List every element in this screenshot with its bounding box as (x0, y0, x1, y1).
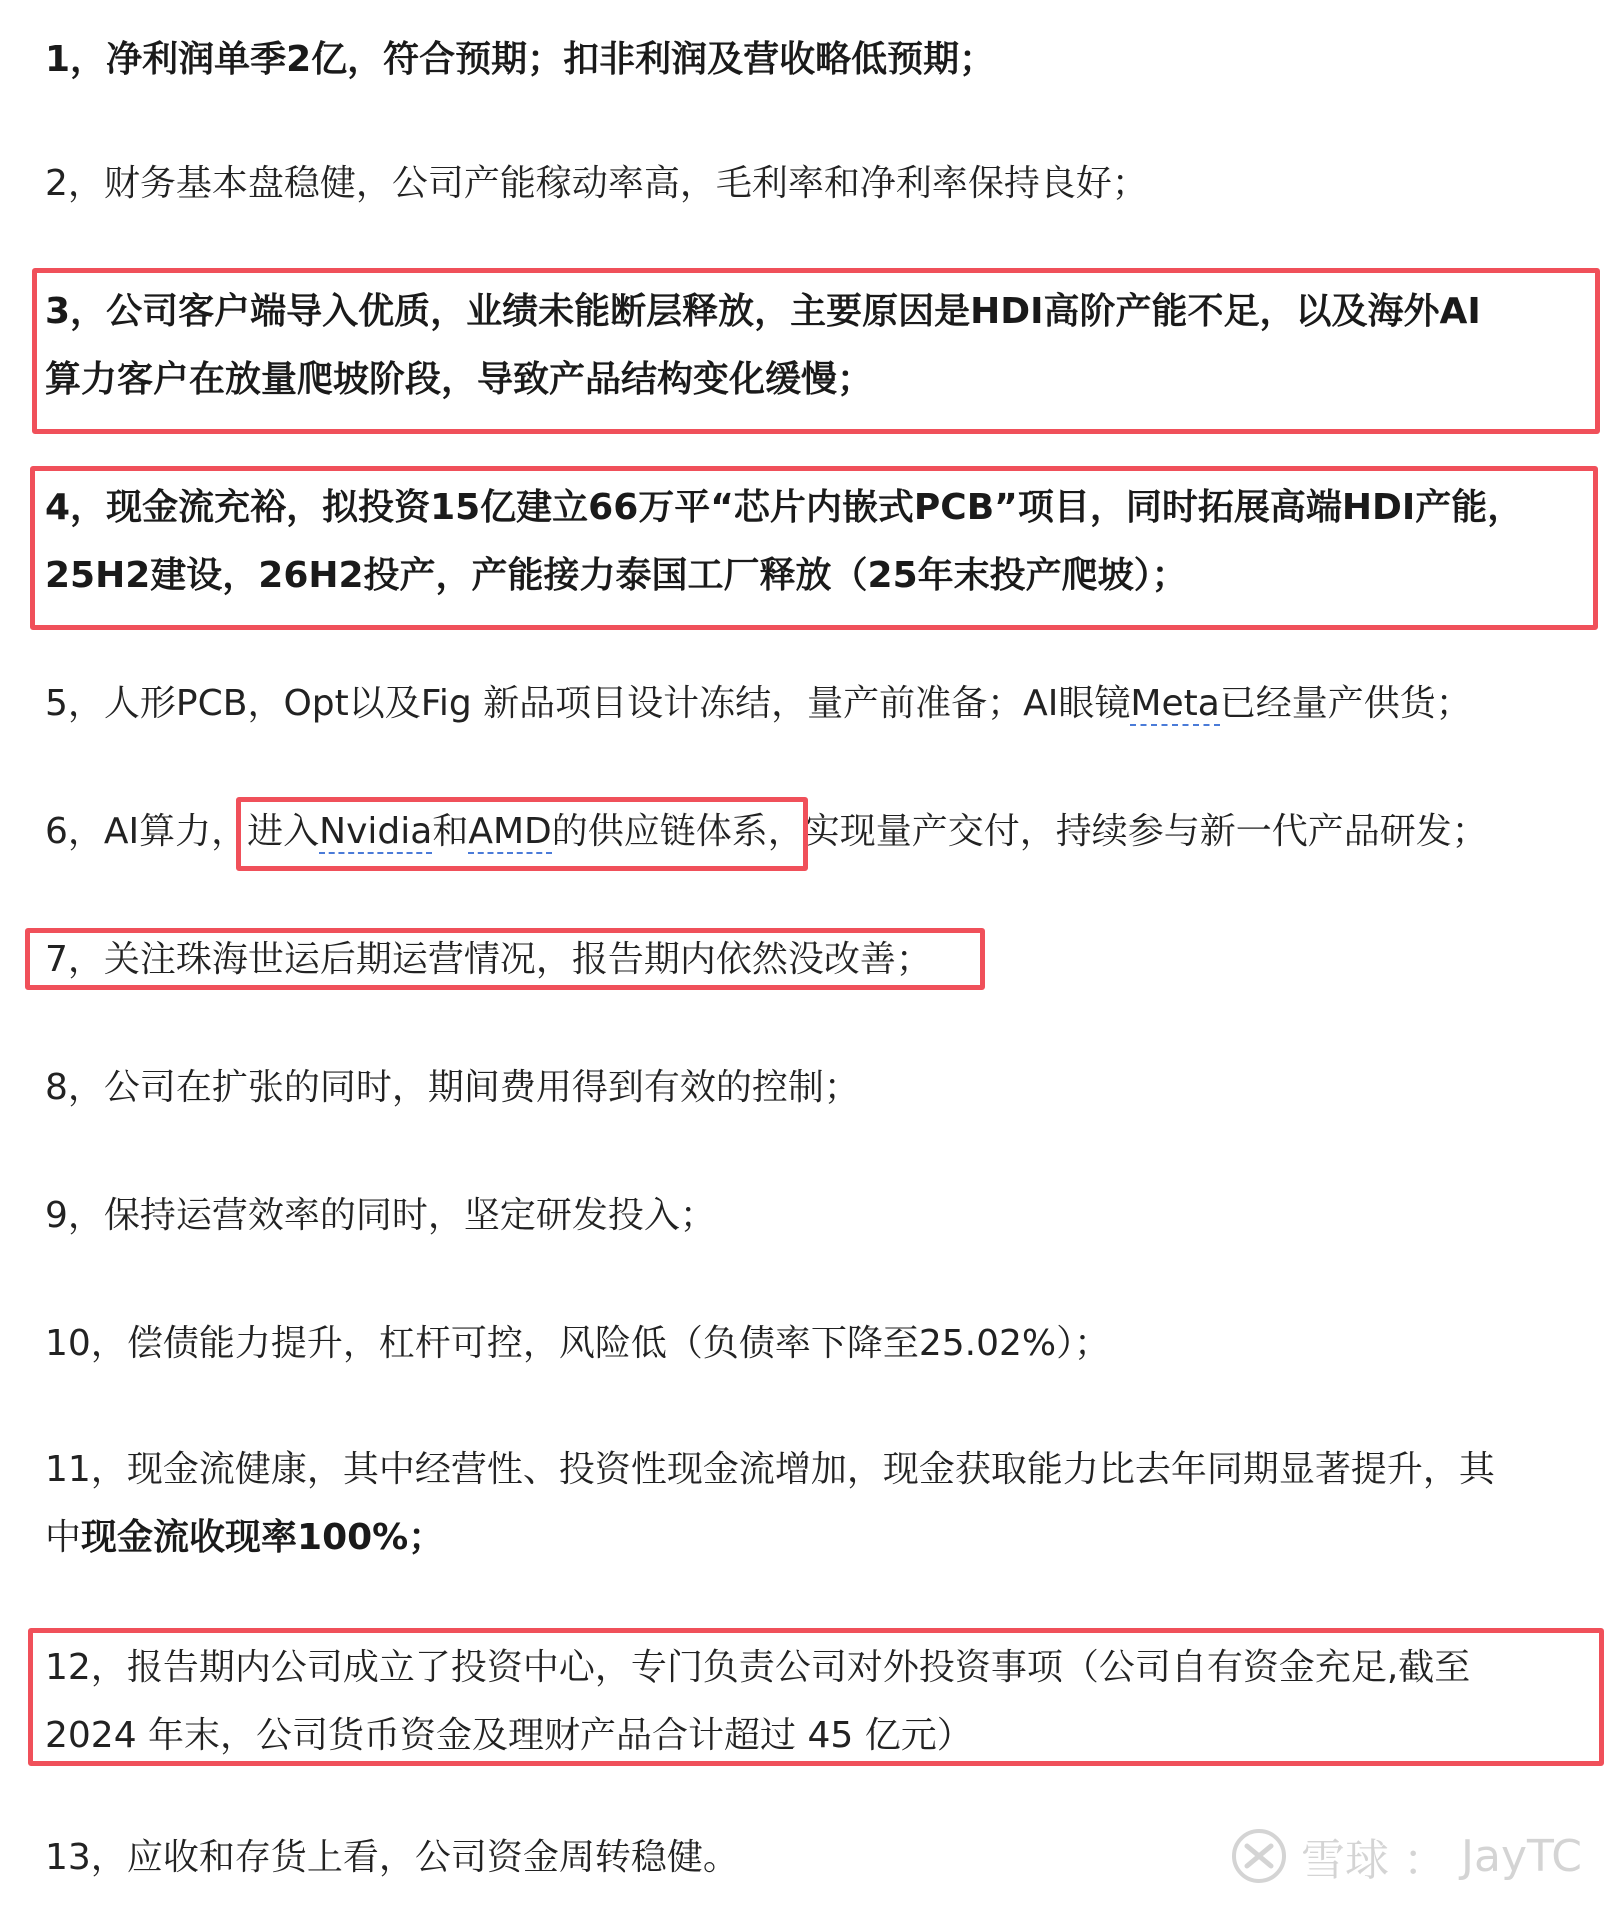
item-line-2: 算力客户在放量爬坡阶段，导致产品结构变化缓慢； (45, 359, 874, 400)
list-item-1 (45, 26, 1585, 94)
item-boxed-text: 和 (432, 811, 469, 852)
item-text: 中 (45, 1517, 82, 1558)
item-number: 5， (45, 683, 104, 724)
list-item-2 (45, 150, 1585, 218)
item-line-2: 2024 年末，公司货币资金及理财产品合计超过 45 亿元） (45, 1715, 973, 1756)
item-text: 现金流健康，其中经营性、投资性现金流增加，现金获取能力比去年同期显著提升，其 (126, 1449, 1495, 1490)
item-text: 人形PCB，Opt以及Fig 新品项目设计冻结，量产前准备；AI眼镜 (103, 683, 1131, 724)
xueqiu-logo-icon (1231, 1828, 1287, 1884)
list-item-8 (45, 1054, 1585, 1122)
watermark-brand: 雪球 (1301, 1835, 1389, 1886)
item-number: 3， (45, 291, 107, 332)
item-boxed-text: 的供应链体系， (551, 811, 804, 852)
item-number: 2， (45, 163, 104, 204)
list-item-10 (45, 1310, 1585, 1378)
item-number: 6， (45, 811, 104, 852)
item-text: 应收和存货上看，公司资金周转稳健。 (126, 1837, 739, 1878)
item-text: 关注珠海世运后期运营情况，报告期内依然没改善； (103, 939, 932, 980)
list-item-9 (45, 1182, 1585, 1250)
meta-link[interactable]: Meta (1130, 683, 1220, 724)
item-text: 偿债能力提升，杠杆可控，风险低（负债率下降至25.02%）； (126, 1323, 1111, 1364)
item-number: 1， (45, 39, 107, 80)
item-number: 8， (45, 1067, 104, 1108)
item-number: 13， (45, 1837, 127, 1878)
list-item-3 (45, 278, 1585, 414)
item-number: 7， (45, 939, 104, 980)
item-text: 报告期内公司成立了投资中心，专门负责公司对外投资事项（公司自有资金充足,截至 (126, 1647, 1471, 1688)
item-prefix: AI算力， (103, 811, 248, 852)
list-item-12 (45, 1634, 1585, 1770)
item-text: 财务基本盘稳健，公司产能稼动率高，毛利率和净利率保持良好； (103, 163, 1148, 204)
watermark-user: JayTC (1461, 1830, 1582, 1882)
item-text: 净利润单季2亿，符合预期；扣非利润及营收略低预期； (106, 39, 996, 80)
list-item-11 (45, 1436, 1585, 1572)
item-boxed-text: 进入 (247, 811, 320, 852)
item-bold-text: 现金流收现率100%； (81, 1517, 445, 1558)
list-item-6 (45, 798, 1585, 866)
list-item-7 (45, 926, 1585, 994)
watermark-sep: ： (1403, 1835, 1447, 1886)
item-number: 11， (45, 1449, 127, 1490)
item-number: 4， (45, 487, 107, 528)
item-number: 9， (45, 1195, 104, 1236)
amd-link[interactable]: AMD (468, 811, 552, 852)
item-number: 12， (45, 1647, 127, 1688)
nvidia-link[interactable]: Nvidia (319, 811, 433, 852)
item-text: 现金流充裕，拟投资15亿建立66万平“芯片内嵌式PCB”项目，同时拓展高端HDI产能， (106, 487, 1524, 528)
list-item-4 (45, 474, 1585, 610)
item-line-1 (45, 474, 1585, 542)
item-line-1 (45, 1634, 1585, 1702)
item-line-1 (45, 278, 1585, 346)
item-text: 公司客户端导入优质，业绩未能断层释放，主要原因是HDI高阶产能不足，以及海外AI (106, 291, 1481, 332)
item-line-2 (45, 1504, 1585, 1572)
item-line-1 (45, 1436, 1585, 1504)
item-text: 保持运营效率的同时，坚定研发投入； (103, 1195, 716, 1236)
watermark (1231, 1824, 1582, 1888)
item-text: 公司在扩张的同时，期间费用得到有效的控制； (103, 1067, 860, 1108)
item-text: 已经量产供货； (1219, 683, 1472, 724)
item-line-2: 25H2建设，26H2投产，产能接力泰国工厂释放（25年末投产爬坡）； (45, 555, 1188, 596)
list-item-5 (45, 670, 1585, 738)
item-suffix: 实现量产交付，持续参与新一代产品研发； (803, 811, 1488, 852)
item-number: 10， (45, 1323, 127, 1364)
